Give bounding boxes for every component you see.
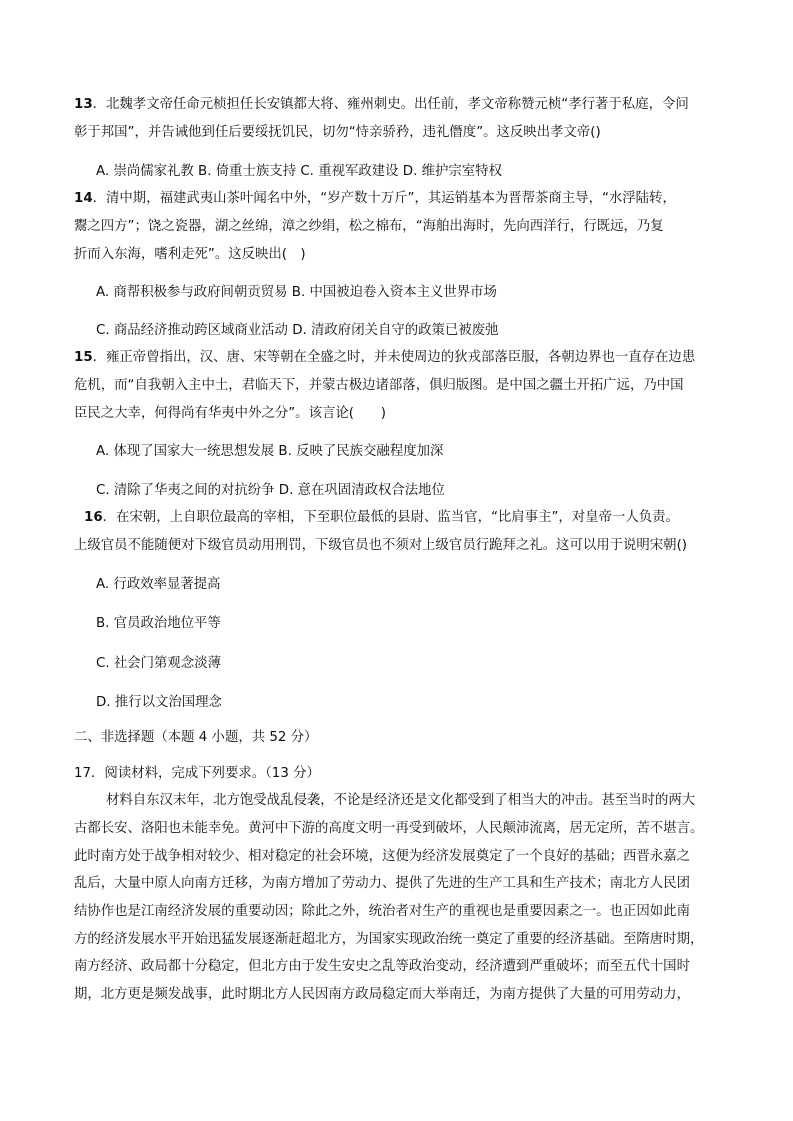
q14-line-3: 折而入东海，嗜利走死”。这反映出( ) bbox=[74, 247, 306, 262]
q14-line-1 bbox=[74, 190, 676, 208]
q14-options-2: C. 商品经济推动跨区域商业活动 D. 清政府闭关自守的政策已被废弛 bbox=[96, 323, 499, 338]
q16-stem-1: ．在宋朝，上自职位最高的宰相，下至职位最低的县尉、监当官，“比肩事主”，对皇帝一人负责。 bbox=[102, 510, 679, 525]
q16-option-d: D. 推行以文治国理念 bbox=[96, 695, 222, 710]
q15-options-2: C. 清除了华夷之间的对抗纷争 D. 意在巩固清政权合法地位 bbox=[96, 483, 445, 498]
q17-title: 17．阅读材料，完成下列要求。（13 分） bbox=[74, 766, 320, 781]
q14-options-1: A. 商帮积极参与政府间朝贡贸易 B. 中国被迫卷入资本主义世界市场 bbox=[96, 285, 497, 300]
q15-line-3: 臣民之大幸，何得尚有华夷中外之分”。该言论( ) bbox=[74, 406, 386, 421]
q14-number: 14 bbox=[74, 191, 93, 206]
q16-number: 16 bbox=[84, 510, 103, 525]
q16-option-c: C. 社会门第观念淡薄 bbox=[96, 656, 221, 671]
q13-stem-1: ．北魏孝文帝任命元桢担任长安镇都大将、雍州刺史。出任前，孝文帝称赞元桢“孝行著于私庭，令问 bbox=[92, 97, 689, 112]
q14-line-2: 鬻之四方”；饶之瓷器，湖之丝绵，漳之纱绢，松之棉布，“海舶出海时，先向西洋行，行既远，乃复 bbox=[74, 219, 664, 234]
q15-stem-1: ．雍正帝曾指出，汉、唐、宋等朝在全盛之时，并未使周边的狄戎部落臣服，各朝边界也一直存在边患 bbox=[92, 350, 696, 365]
q17-material-5: 结协作也是江南经济发展的重要动因；除此之外，统治者对生产的重视也是重要因素之一。也正因如此南 bbox=[74, 904, 690, 919]
q17-material-6: 方的经济发展水平开始迅猛发展逐渐赶超北方，为国家实现政治统一奠定了重要的经济基础。至隋唐时期， bbox=[74, 932, 704, 947]
q16-option-a: A. 行政效率显著提高 bbox=[96, 577, 221, 592]
q13-options: A. 崇尚儒家礼教 B. 倚重士族支持 C. 重视军政建设 D. 维护宗室特权 bbox=[96, 164, 502, 179]
q15-line-2: 危机，而“自我朝入主中土，君临天下，并蒙古极边诸部落，俱归版图。是中国之疆土开拓广远，乃中国 bbox=[74, 378, 684, 393]
q15-number: 15 bbox=[74, 350, 93, 365]
q15-options-1: A. 体现了国家大一统思想发展 B. 反映了民族交融程度加深 bbox=[96, 444, 444, 459]
q17-material-4: 乱后，大量中原人向南方迁移，为南方增加了劳动力、提供了先进的生产工具和生产技术；南北方人民团 bbox=[74, 876, 690, 891]
section-heading: 二、非选择题（本题 4 小题，共 52 分） bbox=[74, 730, 318, 745]
q17-material-1: 材料自东汉末年，北方饱受战乱侵袭，不论是经济还是文化都受到了相当大的冲击。甚至当时的两大 bbox=[106, 793, 696, 808]
q17-material-8: 期，北方更是频发战事，此时期北方人民因南方政局稳定而大举南迁，为南方提供了大量的可用劳动力， bbox=[74, 987, 690, 1002]
q17-material-7: 南方经济、政局都十分稳定，但北方由于发生安史之乱等政治变动，经济遭到严重破坏；而至五代十国时 bbox=[74, 959, 690, 974]
q13-line-1 bbox=[74, 96, 689, 114]
q13-line-2: 彰于邦国”，并告诫他到任后要绥抚饥民，切勿“恃亲骄矜，违礼僭度”。这反映出孝文帝() bbox=[74, 125, 601, 140]
q15-line-1 bbox=[74, 349, 695, 367]
q17-material-2: 古都长安、洛阳也未能幸免。黄河中下游的高度文明一再受到破坏，人民颠沛流离，居无定所，苦不堪言。 bbox=[74, 821, 704, 836]
q16-option-b: B. 官员政治地位平等 bbox=[96, 616, 221, 631]
q14-stem-1: ．清中期，福建武夷山茶叶闻名中外，“岁产数十万斤”，其运销基本为晋帮茶商主导，“水浮陆转， bbox=[92, 191, 676, 206]
q16-line-1 bbox=[84, 509, 679, 527]
q17-material-3: 此时南方处于战争相对较少、相对稳定的社会环境，这便为经济发展奠定了一个良好的基础；西晋永嘉之 bbox=[74, 849, 690, 864]
q13-number: 13 bbox=[74, 97, 93, 112]
q16-line-2: 上级官员不能随便对下级官员动用刑罚，下级官员也不须对上级官员行跪拜之礼。这可以用于说明宋朝() bbox=[74, 538, 688, 553]
